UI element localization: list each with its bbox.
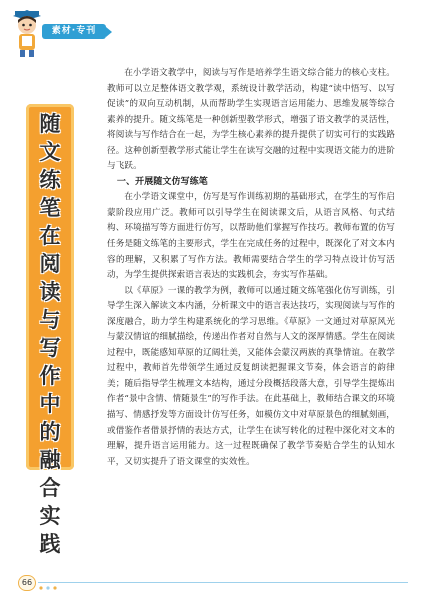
title-char: 随 (39, 112, 61, 136)
paragraph: 以《草原》一课的教学为例，教师可以通过随文练笔强化仿写训练，引导学生深入解读文本内涵，分析课文中的语言表达技巧，实现阅读与写作的深度融合，助力学生构建系统化的学习思维。《草原》一文通过对草原风光与蒙汉情谊的细腻描绘，传递出作者对自然与人文的深厚情感。学生在阅读过程中，既能感知草原的辽阔壮美，又能体会蒙汉两族的真挚情谊。在教学过程中，教师首先带领学生通过反复朗读把握课文节奏，体会语言的韵律美；随后指导学生梳理文本结构，通过分段概括段落大意，引导学生提炼出作者“景中含情、情随景生”的写作手法。在此基础上，教师结合课文的环境描写、情感抒发等方面设计仿写任务，如模仿文中对草原景色的细腻刻画，或借鉴作者借景抒情的表达方式，让学生在读写转化的过程中深化对文本的理解，提升语言运用能力。这一过程既确保了教学节奏贴合学生的认知水平，又切实提升了语文课堂的实效性。 (107, 285, 395, 467)
title-char: 笔 (39, 196, 61, 220)
paragraph-intro: 在小学语文教学中，阅读与写作是培养学生语文综合能力的核心支柱。教师可以立足整体语文教学观，系统设计教学活动，构建“读中悟写、以写促读”的双向互动机制，从而帮助学生实现语言运用能力、思维发展等综合素养的提升。随文练笔是一种创新型教学形式，增强了语文教学的灵活性，将阅读与写作结合在一起，为学生核心素养的提升提供了切实可行的实践路径。这种创新型教学形式能让学生在读写交融的过程中实现语文能力的进阶与飞跃。 (107, 68, 395, 172)
title-char: 与 (39, 308, 61, 332)
title-char: 写 (39, 336, 61, 360)
section-label: 素材·专刊 (42, 24, 106, 39)
title-char: 文 (39, 140, 61, 164)
title-char: 践 (39, 532, 61, 556)
title-char: 练 (39, 168, 61, 192)
section-heading: 一、开展随文仿写练笔 (116, 176, 208, 187)
title-char: 融 (39, 448, 61, 472)
title-char: 合 (39, 476, 61, 500)
article-title (26, 104, 74, 556)
footer-divider (38, 582, 408, 583)
title-char: 实 (39, 504, 61, 528)
title-char: 作 (39, 364, 61, 388)
title-char: 中 (39, 392, 61, 416)
paragraph: 在小学语文课堂中，仿写是写作训练初期的基础形式，在学生的写作启蒙阶段应用广泛。教师可以引导学生在阅读课文后，从语言风格、句式结构、环境描写等方面进行仿写，以帮助他们掌握写作技巧。教师布置的仿写任务是随文练笔的主要形式，学生在完成任务的过程中，既深化了对文本内容的理解，又积累了写作方法。教师需要结合学生的学习特点设计仿写活动，为学生提供探索语言表达的实践机会，夯实写作基础。 (107, 192, 395, 281)
page-number: 66 (18, 575, 36, 591)
article-body (107, 66, 395, 470)
title-char: 读 (39, 280, 61, 304)
title-char: 在 (39, 224, 61, 248)
title-char: 阅 (39, 252, 61, 276)
student-mascot-icon (10, 10, 44, 58)
footer-dots-decoration (38, 585, 98, 591)
title-char: 的 (39, 420, 61, 444)
